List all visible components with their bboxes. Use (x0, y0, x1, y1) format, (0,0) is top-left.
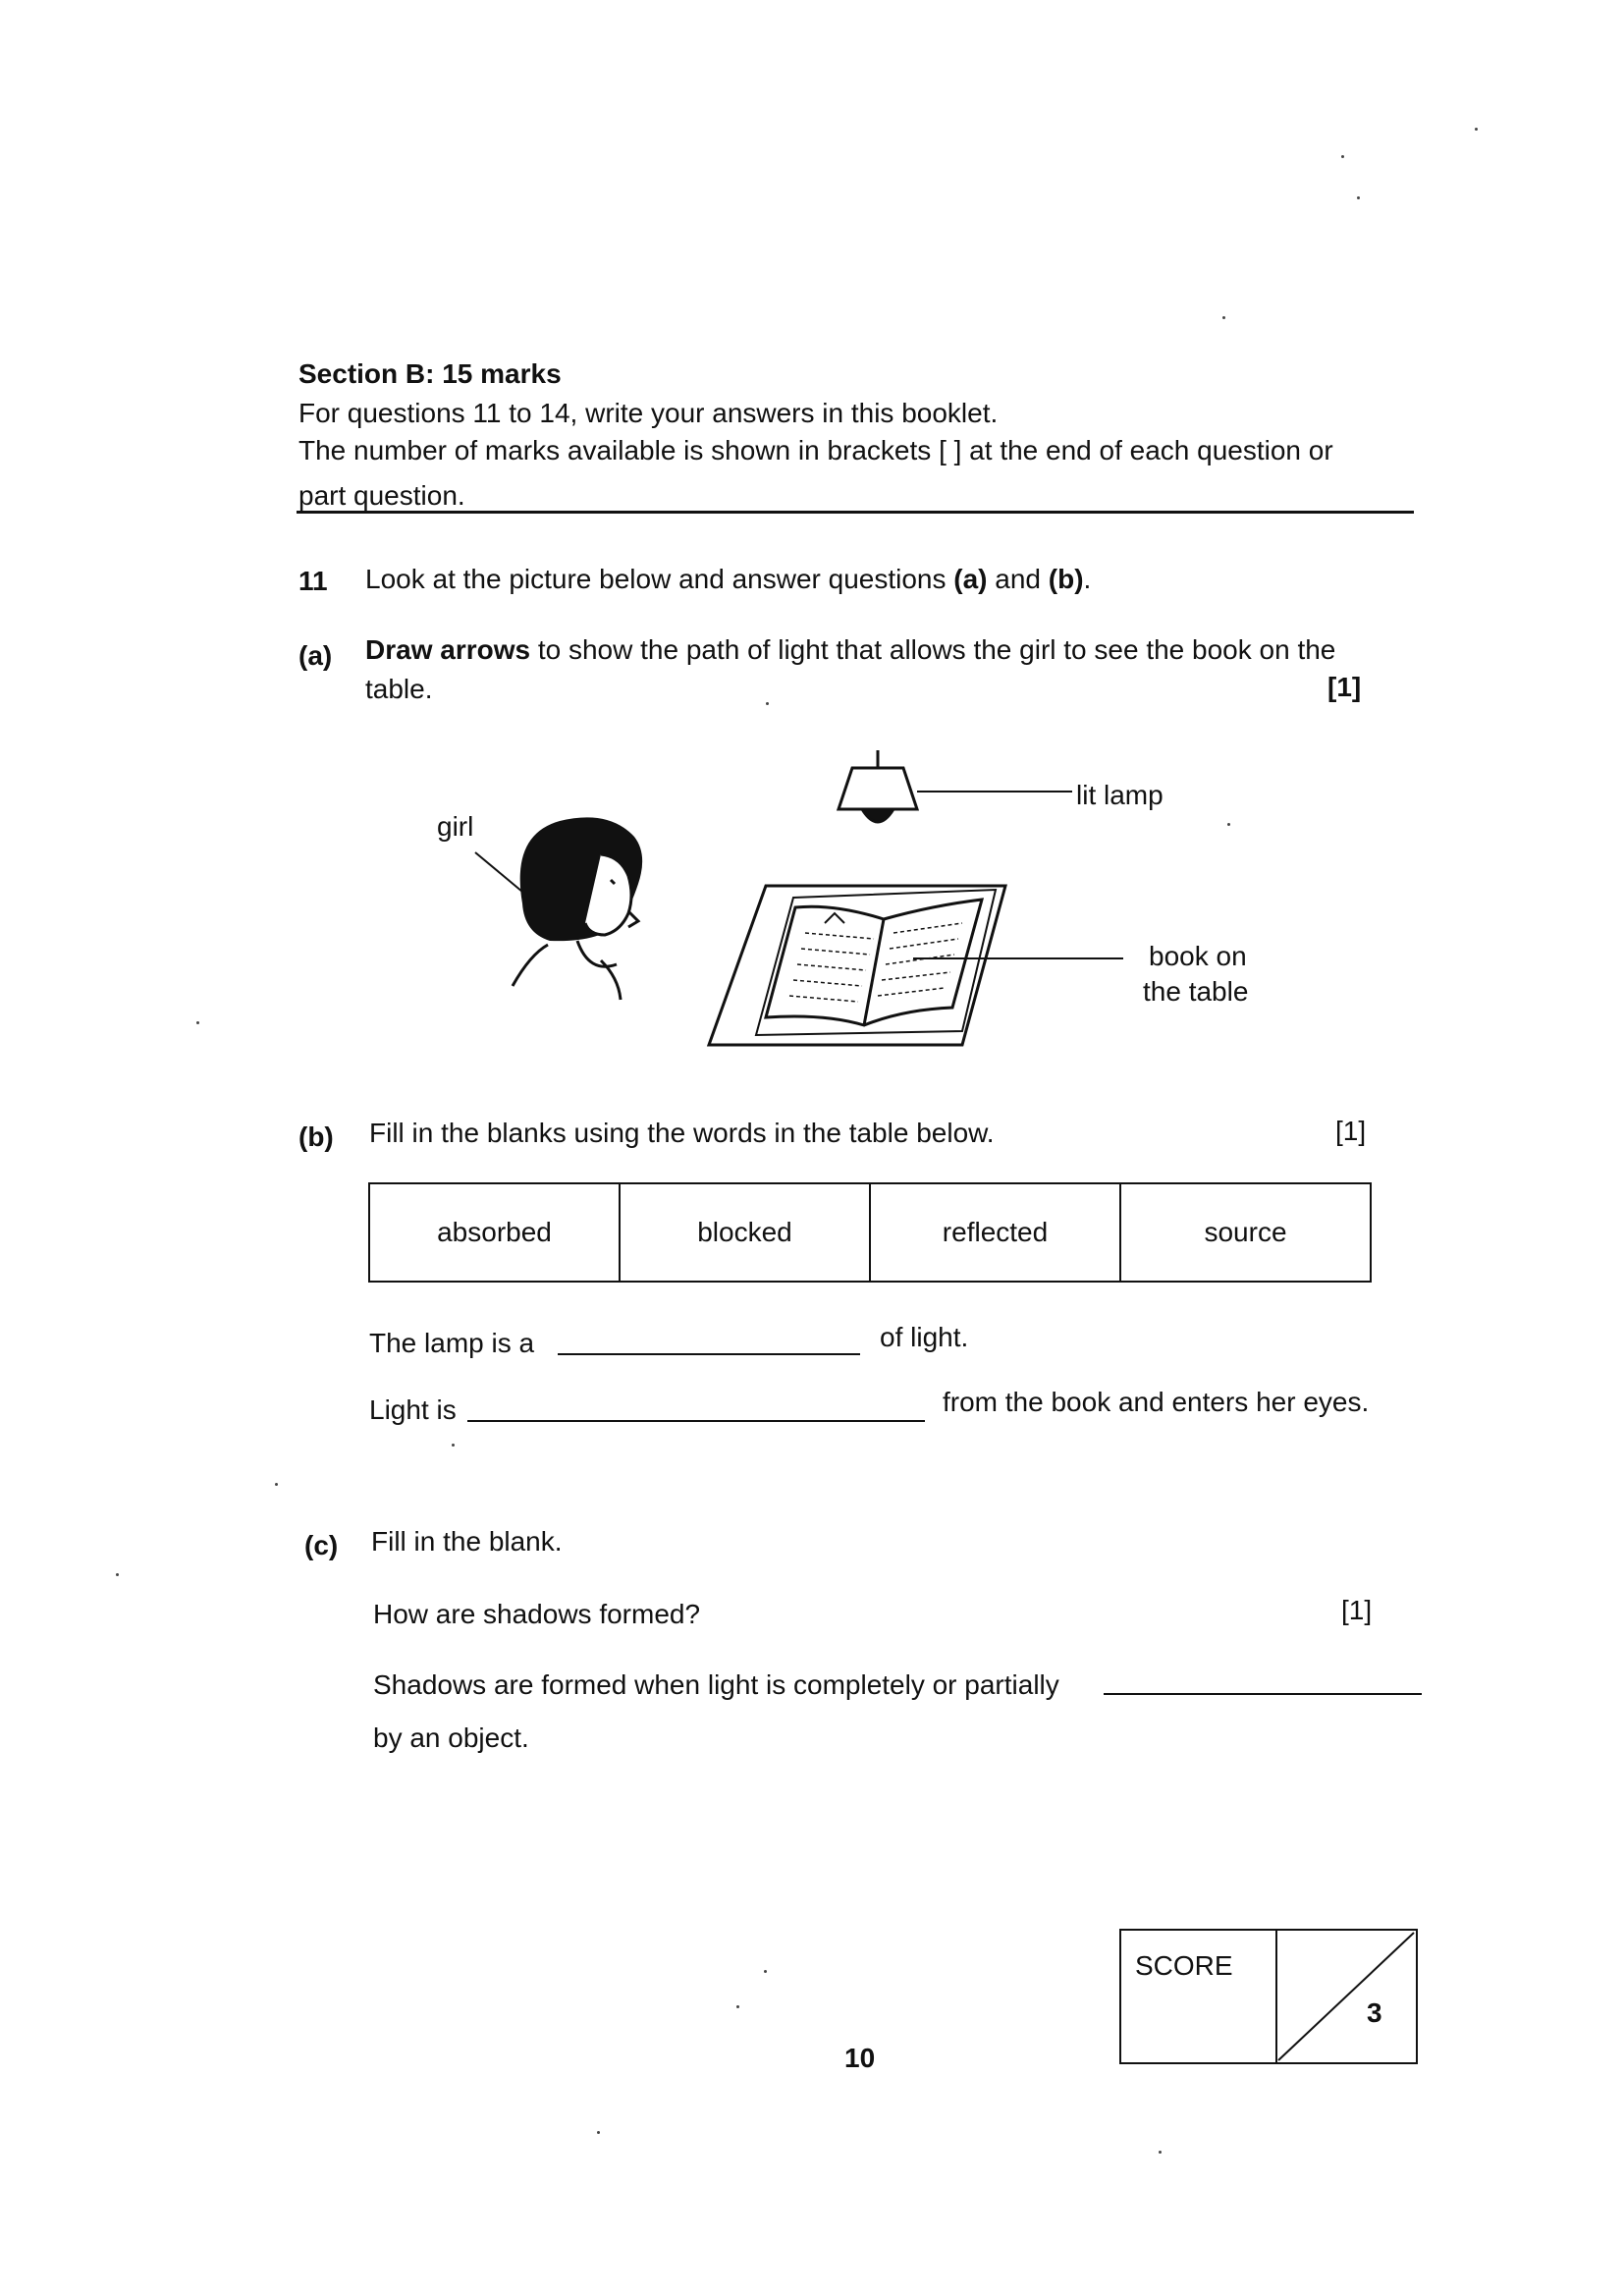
part-a-label: (a) (298, 640, 333, 671)
girl-label: girl (437, 811, 474, 842)
word-bank-table (368, 1182, 1372, 1283)
part-a-rest: to show the path of light that allows the girl to see the book on the (530, 634, 1336, 665)
intro-part-a: (a) (953, 564, 988, 594)
part-a-text-2: table. (365, 674, 433, 704)
sentence-2-start: Light is (369, 1394, 457, 1425)
question-number: 11 (298, 566, 328, 596)
book-label-2: the table (1143, 976, 1249, 1007)
sentence-1-start: The lamp is a (369, 1328, 535, 1358)
sentence-1-end: of light. (880, 1322, 969, 1352)
section-instruction-1: For questions 11 to 14, write your answers in this booklet. (298, 398, 999, 428)
blank-3[interactable] (1104, 1693, 1422, 1695)
lamp-icon (839, 750, 1072, 822)
word-absorbed: absorbed (369, 1183, 620, 1282)
blank-2[interactable] (467, 1420, 925, 1422)
score-label: SCORE (1135, 1950, 1233, 1981)
part-b-text: Fill in the blanks using the words in the table below. (369, 1118, 995, 1148)
score-slash (1276, 1931, 1416, 2062)
sentence-2-end: from the book and enters her eyes. (943, 1387, 1370, 1417)
part-c-question: How are shadows formed? (373, 1599, 701, 1629)
book-on-table-icon (709, 886, 1123, 1045)
section-instruction-2: The number of marks available is shown in brackets [ ] at the end of each question or (298, 435, 1333, 465)
book-label-1: book on (1149, 941, 1247, 971)
section-title: Section B: 15 marks (298, 358, 562, 389)
part-b-marks: [1] (1335, 1116, 1367, 1146)
light-figure (0, 0, 1624, 1100)
page-number: 10 (844, 2043, 876, 2073)
intro-part-b: (b) (1048, 564, 1084, 594)
part-c-sentence-end: by an object. (373, 1722, 529, 1753)
part-c-label: (c) (304, 1530, 339, 1560)
part-c-text: Fill in the blank. (371, 1526, 563, 1557)
word-blocked: blocked (620, 1183, 870, 1282)
intro-text: Look at the picture below and answer questions (365, 564, 954, 594)
part-c-marks: [1] (1341, 1595, 1373, 1625)
part-b-label: (b) (298, 1121, 334, 1152)
score-box (1119, 1929, 1418, 2064)
girl-icon (475, 817, 642, 1000)
part-c-sentence: Shadows are formed when light is completely or partially (373, 1669, 1059, 1700)
word-source: source (1120, 1183, 1371, 1282)
part-a-marks: [1] (1327, 672, 1362, 702)
blank-1[interactable] (558, 1353, 860, 1355)
section-instruction-3: part question. (298, 480, 465, 511)
score-value: 3 (1367, 1997, 1382, 2028)
intro-end: . (1083, 564, 1092, 594)
intro-and: and (987, 564, 1049, 594)
word-reflected: reflected (870, 1183, 1120, 1282)
lamp-label: lit lamp (1076, 780, 1164, 810)
part-a-bold: Draw arrows (365, 634, 531, 665)
